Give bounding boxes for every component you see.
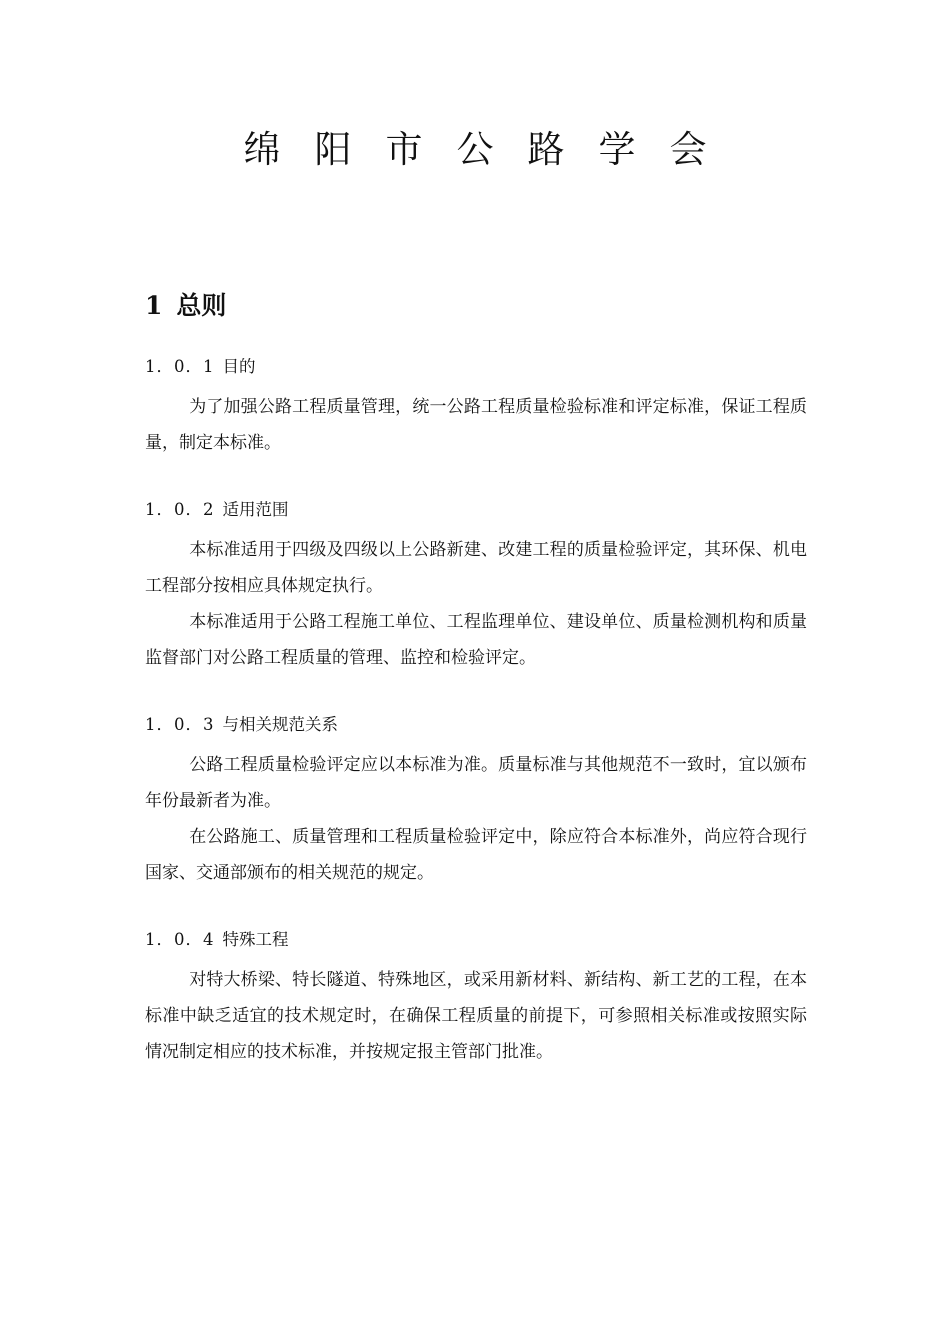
- clause-paragraph: 对特大桥梁、特长隧道、特殊地区，或采用新材料、新结构、新工艺的工程，在本标准中缺乏适宜的技术规定时，在确保工程质量的前提下，可参照相关标准或按照实际情况制定相应的技术标准，并按规定报主管部门批准。: [145, 970, 807, 1062]
- clause-paragraph: 公路工程质量检验评定应以本标准为准。质量标准与其他规范不一致时，宜以颁布年份最新者为准。: [145, 755, 807, 811]
- clause-title: 目的: [222, 357, 256, 376]
- clause-heading: [145, 928, 807, 952]
- clause-number: 1．0．4: [145, 930, 215, 949]
- clause-1-0-1: [145, 355, 807, 461]
- clause-title: 适用范围: [222, 500, 289, 519]
- clause-heading: [145, 498, 807, 522]
- clause-number: 1．0．1: [145, 357, 215, 376]
- organization-title: 绵阳市公路学会: [243, 128, 741, 171]
- chapter-title: 总则: [176, 291, 227, 320]
- clause-title: 与相关规范关系: [222, 715, 338, 734]
- clause-paragraph: 本标准适用于四级及四级以上公路新建、改建工程的质量检验评定，其环保、机电工程部分按相应具体规定执行。: [145, 540, 807, 596]
- clause-heading: [145, 713, 807, 737]
- chapter-number: 1: [145, 291, 163, 320]
- clause-1-0-2: [145, 498, 807, 676]
- clause-1-0-4: [145, 928, 807, 1070]
- clause-heading: [145, 355, 807, 379]
- clause-paragraph: 在公路施工、质量管理和工程质量检验评定中，除应符合本标准外，尚应符合现行国家、交通部颁布的相关规范的规定。: [145, 827, 807, 883]
- clause-paragraph: 为了加强公路工程质量管理，统一公路工程质量检验标准和评定标准，保证工程质量，制定本标准。: [145, 397, 807, 453]
- clause-title: 特殊工程: [222, 930, 289, 949]
- chapter-heading: [145, 286, 226, 326]
- clause-paragraph: 本标准适用于公路工程施工单位、工程监理单位、建设单位、质量检测机构和质量监督部门对公路工程质量的管理、监控和检验评定。: [145, 612, 807, 668]
- clause-number: 1．0．3: [145, 715, 215, 734]
- clause-number: 1．0．2: [145, 500, 215, 519]
- clause-1-0-3: [145, 713, 807, 891]
